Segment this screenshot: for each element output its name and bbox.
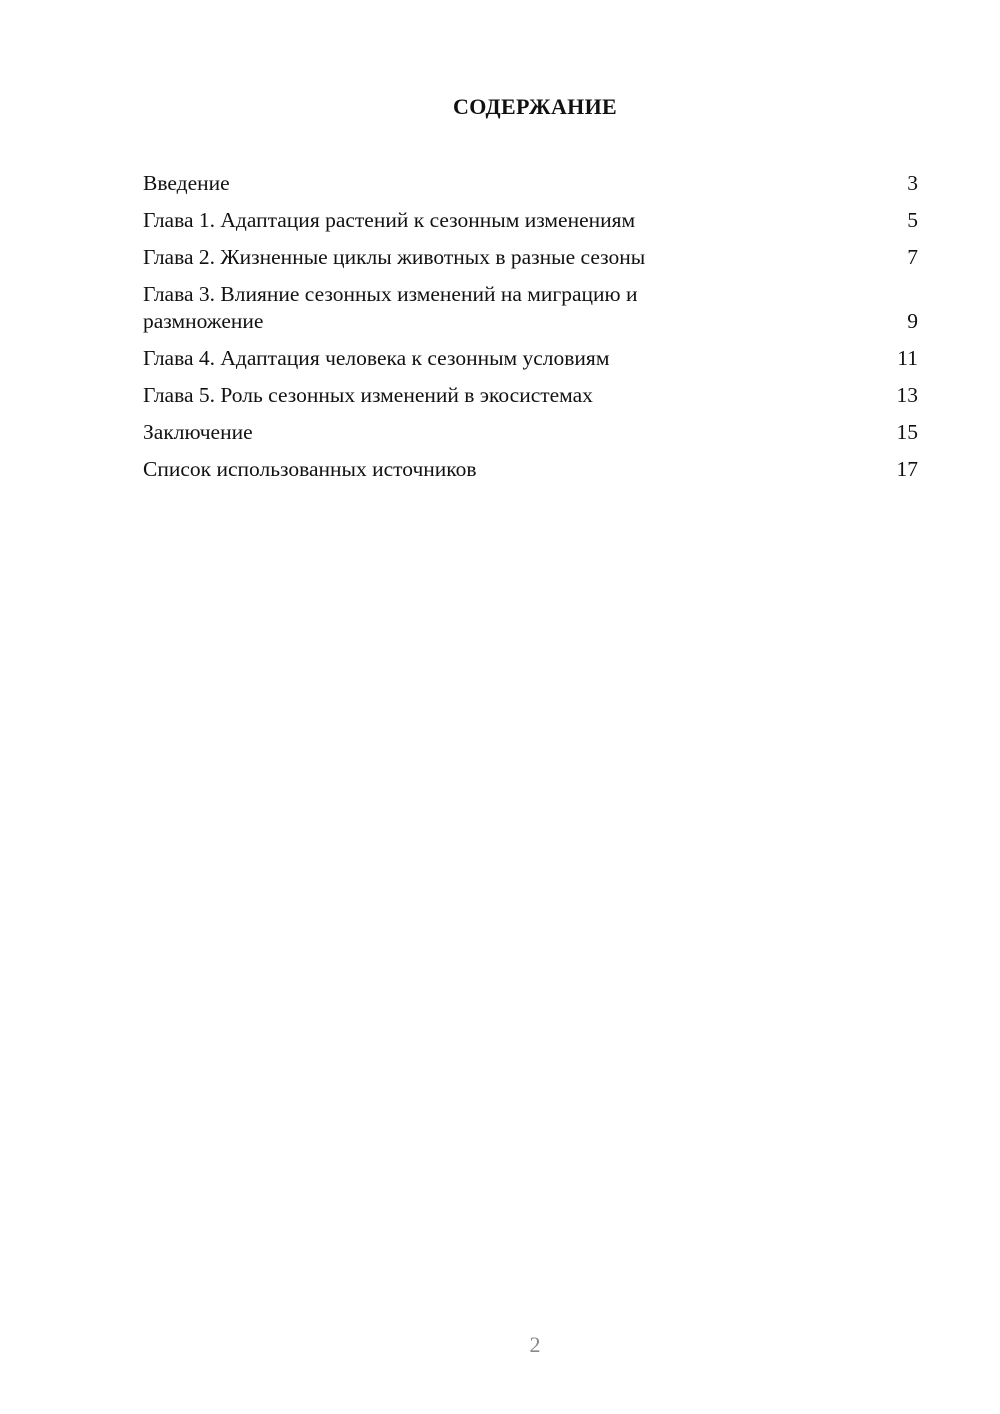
toc-entry: [143, 456, 918, 483]
toc-entry-page: 3: [907, 171, 918, 195]
toc-entry-label: Введение: [143, 171, 230, 195]
toc-entry: [143, 419, 918, 446]
toc-entry-page: 17: [896, 457, 918, 481]
toc-entry: [143, 244, 918, 271]
toc-entry-label: Глава 5. Роль сезонных изменений в экосистемах: [143, 383, 593, 407]
page-title: СОДЕРЖАНИЕ: [453, 94, 617, 119]
toc-entry-page: 5: [907, 208, 918, 232]
toc-entry-page: 15: [896, 420, 918, 444]
toc-entry-label: Глава 4. Адаптация человека к сезонным условиям: [143, 346, 610, 370]
toc-entry-label: Глава 1. Адаптация растений к сезонным изменениям: [143, 208, 636, 232]
table-of-contents: [143, 170, 918, 493]
toc-entry-label: Список использованных источников: [143, 457, 477, 481]
toc-entry: [143, 207, 918, 234]
toc-entry-page: 13: [896, 383, 918, 407]
toc-entry-page: 11: [897, 346, 918, 370]
toc-entry: [143, 345, 918, 372]
toc-entry-label: Глава 2. Жизненные циклы животных в разные сезоны: [143, 245, 646, 269]
toc-entry-label: Заключение: [143, 420, 253, 444]
toc-entry: [143, 382, 918, 409]
toc-entry-label: Глава 3. Влияние сезонных изменений на миграцию и размножение: [143, 282, 638, 333]
toc-entry: [143, 281, 918, 335]
page-number: 2: [529, 1332, 541, 1357]
toc-entry: [143, 170, 918, 197]
toc-entry-page: 9: [907, 309, 918, 333]
toc-entry-page: 7: [907, 245, 918, 269]
